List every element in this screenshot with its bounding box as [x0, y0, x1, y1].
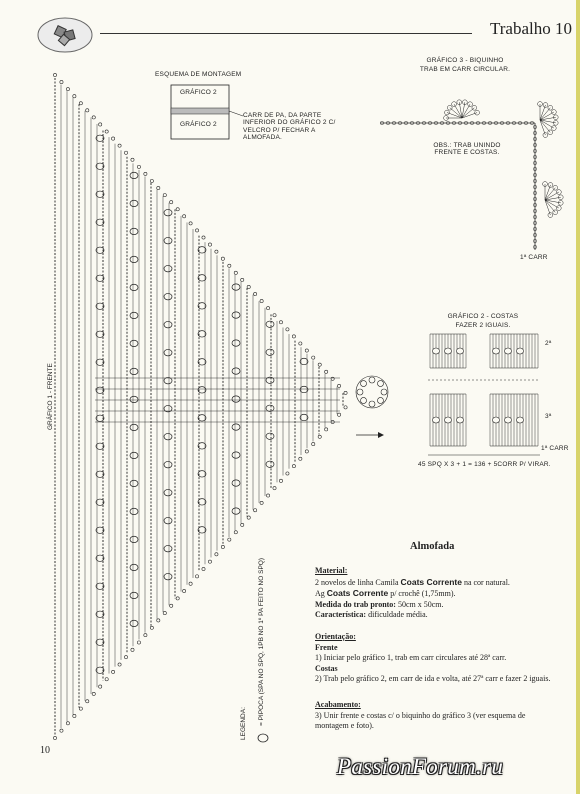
material-label: Material: — [315, 566, 348, 575]
grafico-2-formula: 45 SPQ X 3 + 1 = 136 + 5CORR P/ VIRAR. — [418, 461, 551, 468]
center-rosette-motif — [356, 376, 388, 408]
page-header-title: Trabalho 10 — [489, 19, 572, 38]
grafico-3-subtitle: TRAB EM CARR CIRCULAR. — [419, 66, 511, 73]
watermark: PassionForum.ru — [337, 754, 504, 779]
agulha-post: p/ crochê (1,75mm). — [390, 589, 456, 598]
almofada-title: Almofada — [410, 541, 455, 552]
material-line1-post: na cor natural. — [463, 577, 510, 587]
direction-arrow-head — [378, 432, 384, 438]
grafico-3-title: GRÁFICO 3 - BIQUINHO — [426, 57, 504, 64]
caracteristica-value: dificuldade média. — [368, 610, 428, 619]
legend-title: LEGENDA: — [240, 707, 247, 740]
grafico-3-note: OBS.: TRAB UNINDO FRENTE E COSTAS. — [433, 142, 501, 157]
orientacao-block — [315, 632, 551, 685]
grafico-3-row-label: 1ª CARR — [520, 254, 548, 261]
grafico-2-subtitle: FAZER 2 IGUAIS. — [455, 322, 511, 329]
material-brand: Coats Corrente — [400, 576, 462, 587]
velcro-strip — [171, 108, 229, 114]
grafico-2-back-chart — [428, 334, 540, 455]
grafico-2-row-label-2: 2ª — [545, 340, 552, 347]
legend-text: = PIPOCA (SPA NO SPQ, 1PB NO 1º PA FEITO NO SPQ) — [258, 558, 265, 726]
montagem-title: ESQUEMA DE MONTAGEM — [155, 71, 242, 78]
acabamento-text: 3) Unir frente e costas c/ o biquinho do gráfico 3 (ver esquema de montagem e foto). — [315, 710, 526, 730]
orientacao-label: Orientação: — [315, 632, 356, 641]
montagem-box-bottom-label: GRÁFICO 2 — [180, 121, 217, 128]
medida-label: Medida do trab pronto: — [315, 599, 396, 609]
caracteristica-label: Característica: — [315, 610, 367, 619]
montagem-note: CARR DE PA, DA PARTE INFERIOR DO GRÁFICO 2 C/ VELCRO P/ FECHAR A ALMOFADA. — [243, 112, 336, 142]
montagem-box-top-label: GRÁFICO 2 — [180, 89, 217, 96]
agulha-pre: Ag — [315, 589, 325, 598]
grafico-2-row-label-1: 1ª CARR — [541, 445, 569, 452]
material-line1-pre: 2 novelos de linha Camila — [315, 577, 399, 587]
medida-value: 50cm x 50cm. — [397, 599, 444, 609]
frente-text: 1) Iniciar pelo gráfico 1, trab em carr circulares até 28ª carr. — [315, 653, 507, 662]
costas-text: 2) Trab pelo gráfico 2, em carr de ida e volta, até 27ª carr e fazer 2 iguais. — [315, 674, 551, 683]
grafico-1-label: GRÁFICO 1 - FRENTE — [47, 363, 54, 430]
popcorn-stitch-icon — [258, 734, 268, 742]
agulha-brand: Coats Corrente — [326, 588, 389, 598]
frente-label: Frente — [315, 642, 338, 652]
acabamento-label: Acabamento: — [315, 700, 361, 709]
page-number: 10 — [40, 745, 50, 756]
costas-label: Costas — [315, 663, 338, 673]
acabamento-block — [315, 700, 551, 732]
grafico-1-triangle-chart — [53, 73, 347, 739]
material-block — [315, 566, 551, 621]
grafico-3-picot-chart — [380, 100, 563, 250]
grafico-2-title: GRÁFICO 2 - COSTAS — [447, 313, 519, 320]
grafico-2-row-label-3: 3ª — [545, 413, 552, 420]
